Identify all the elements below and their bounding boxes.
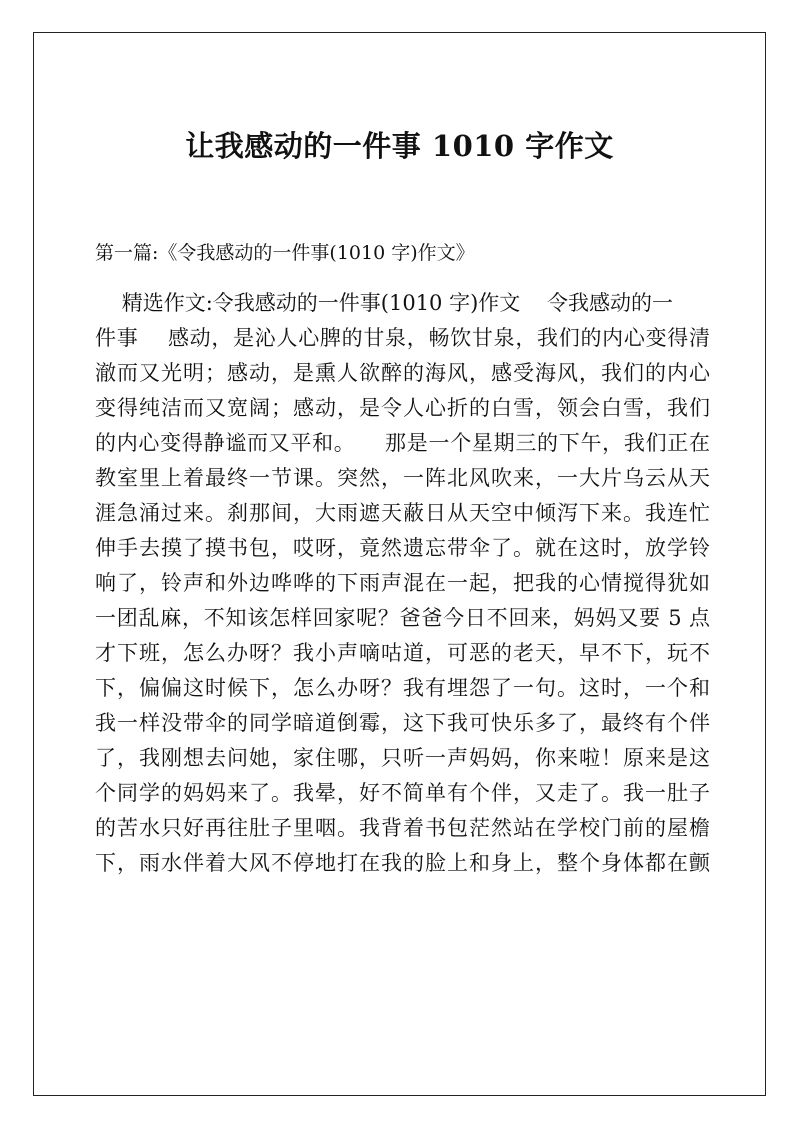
body-line: 了，我刚想去问她，家住哪，只听一声妈妈，你来啦！原来是这 [95, 746, 710, 770]
body-line: 一团乱麻，不知该怎样回家呢？爸爸今日不回来，妈妈又要 5 点 [95, 606, 710, 630]
body-line: 下，雨水伴着大风不停地打在我的脸上和身上，整个身体都在颤 [95, 851, 710, 875]
body-line: 涯急涌过来。刹那间，大雨遮天蔽日从天空中倾泻下来。我连忙 [95, 501, 710, 525]
body-line: 伸手去摸了摸书包，哎呀，竟然遗忘带伞了。就在这时，放学铃 [95, 536, 710, 560]
body-line: 我一样没带伞的同学暗道倒霉，这下我可快乐多了，最终有个伴 [95, 711, 710, 735]
body-line: 的苦水只好再往肚子里咽。我背着书包茫然站在学校门前的屋檐 [95, 816, 710, 840]
body-line: 个同学的妈妈来了。我晕，好不简单有个伴，又走了。我一肚子 [95, 781, 710, 805]
body-line: 变得纯洁而又宽阔；感动，是令人心折的白雪，领会白雪，我们 [95, 396, 710, 420]
body-line: 精选作文:令我感动的一件事(1010 字)作文 令我感动的一 [95, 291, 673, 315]
body-line: 下，偏偏这时候下，怎么办呀？我有埋怨了一句。这时，一个和 [95, 676, 710, 700]
body-line: 响了，铃声和外边哗哗的下雨声混在一起，把我的心情搅得犹如 [95, 571, 710, 595]
body-line: 才下班，怎么办呀？我小声嘀咕道，可恶的老天，早不下，玩不 [95, 641, 710, 665]
body-line: 澈而又光明；感动，是熏人欲醉的海风，感受海风，我们的内心 [95, 361, 710, 385]
document-title: 让我感动的一件事 1010 字作文 [185, 129, 614, 163]
body-line: 件事 感动，是沁人心脾的甘泉，畅饮甘泉，我们的内心变得清 [95, 326, 710, 350]
body-paragraph [95, 286, 710, 881]
body-line: 的内心变得静谧而又平和。 那是一个星期三的下午，我们正在 [95, 431, 710, 455]
section-heading: 第一篇:《令我感动的一件事(1010 字)作文》 [95, 242, 475, 264]
body-line: 教室里上着最终一节课。突然，一阵北风吹来，一大片乌云从天 [95, 466, 710, 490]
